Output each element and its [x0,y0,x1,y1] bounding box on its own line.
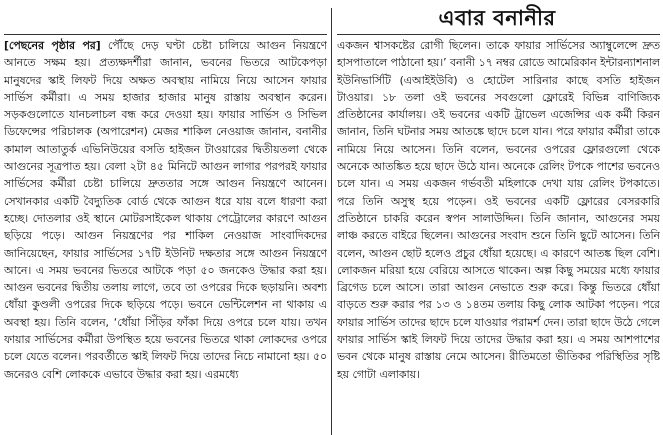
article-headline: এবার বনানীর [438,6,556,30]
continuation-tag: [পেছনের পৃষ্ঠার পর] [4,39,101,52]
left-paragraph [4,37,327,383]
right-body-text: একজন শ্বাসকষ্টের রোগী ছিলেন। তাকে ফায়ার সার্ভিসের অ্যাম্বুলেন্সে দ্রুত হাসপাতালে পাঠানো হয়।’ বনানী ১৭ নম্বর রোডে আমেরিকান ইন্টারন্যাশনাল ইউনিভার্সিটি (এআইইউবি) ও হোটেল সারিনার কাছে বসতি হাইজন টাওয়ার। ১৮ তলা ওই ভবনের সবগুলো ফ্লোরেই বিভিন্ন বাণিজ্যিক প্রতিষ্ঠানের কার্যালয়। ওই ভবনের একটি ট্রাভেল এজেন্সির এক কর্মী কিরন জানান, তিনি ঘটনার সময় আতঙ্কে ছাদে চলে যান। পরে ফায়ার কর্মীরা তাকে নামিয়ে নিয়ে আসেন। তিনি বলেন, ভবনের ওপরের ফ্লোরগুলো থেকে অনেকে আতঙ্কিত হয়ে ছাদে উঠে যান। অনেকে রেলিং টপকে পাশের ভবনেও চলে যান। এ সময় একজন গর্ভবতী মহিলাকে দেখা যায় রেলিং টপকাতে। পরে তিনি অসুস্থ হয়ে পড়েন। ওই ভবনের একটি ফ্লোরের বেসরকারি প্রতিষ্ঠানে চাকরি করেন স্বপন সালাউদ্দিন। তিনি জানান, আগুনের সময় লাঞ্চ করতে বাইরে ছিলেন। আগুনের সংবাদ শুনে তিনি ছুটে আসেন। তিনি বলেন, আগুন ছোট হলেও প্রচুর ধোঁয়া হয়েছে। এ কারণে আতঙ্ক ছিল বেশি। লোকজন মরিয়া হয়ে বেরিয়ে আসতে থাকেন। অল্প কিছু সময়ের মধ্যে ফায়ার ব্রিগেড চলে আসে। তারা আগুন নেভাতে শুরু করে। কিন্তু ভিতরে ধোঁয়া বাড়তে শুরু করার পর ১৩ ও ১৪তম তলায় কিছু লোক আটকা পড়েন। পরে ফায়ার সার্ভিস তাদের ছাদে চলে যাওয়ার পরামর্শ দেন। তারা ছাদে উঠে গেলে ফায়ার সার্ভিস স্কাই লিফট দিয়ে তাদের উদ্ধার করা হয়। এ সময় আশপাশের ভবন থেকে মানুষ রাস্তায় নেমে আসেন। রীতিমতো ভীতিকর পরিস্থিতির সৃষ্টি হয় গোটা এলাকায়। [337,39,660,381]
left-top-rule [4,34,327,35]
left-body-text: পৌঁছে দেড় ঘণ্টা চেষ্টা চালিয়ে আগুন নিয়ন্ত্রণে আনতে সক্ষম হয়। প্রত্যক্ষদর্শীরা জানান, ভবনের ভিতরে আটকেপড়া মানুষদের স্কাই লিফট দিয়ে অক্ষত অবস্থায় নামিয়ে নিয়ে আসেন ফায়ার সার্ভিস কর্মীরা। এ সময় হাজার হাজার মানুষ রাস্তায় অবস্থান করেন। সড়কগুলোতে যানচলাচল বন্ধ করে দেওয়া হয়। ফায়ার সার্ভিস ও সিভিল ডিফেন্সের পরিচালক (অপারেশন) মেজর শাকিল নেওয়াজ জানান, বনানীর কামাল আতাতুর্ক এভিনিউয়ের বসতি হাইজন টাওয়ারের দ্বিতীয়তলা থেকে আগুনের সূত্রপাত হয়। বেলা ২টা ৪৫ মিনিটে আগুন লাগার পরপরই ফায়ার সার্ভিসের কর্মীরা চেষ্টা চালিয়ে দ্রুততার সঙ্গে আগুন নিয়ন্ত্রণে আনেন। সেখানকার একটি বৈদ্যুতিক বোর্ড থেকে আগুন ধরে যায় বলে ধারণা করা হচ্ছে। দোতলার ওই স্থানে মোটরসাইকেল থাকায় পেট্রোলের কারণে আগুন ছড়িয়ে পড়ে। আগুন নিয়ন্ত্রণের পর শাকিল নেওয়াজ সাংবাদিকদের জানিয়েছেন, ফায়ার সার্ভিসের ১৭টি ইউনিট দক্ষতার সঙ্গে আগুন নিয়ন্ত্রণে আনে। এ সময় ভবনের ভিতরে আটকে পড়া ৫০ জনকেও উদ্ধার করা হয়। আগুন ভবনের দ্বিতীয় তলায় লাগে, তবে তা ওপরের দিকে ছড়ায়নি। অবশ্য ধোঁয়া কুণ্ডলী ওপরের দিকে ছড়িয়ে পড়ে। ভবনে ভেন্টিলেশন না থাকায় এ অবস্থা হয়। তিনি বলেন, ‘ধোঁয়া সিঁড়ির ফাঁকা দিয়ে ওপরে চলে যায়। তখন ফায়ার সার্ভিসের কর্মীরা উপস্থিত হয়ে ভবনের ভিতরে থাকা লোকদের ওপরে চলে যেতে বলেন। পরবর্তীতে স্কাই লিফট দিয়ে তাদের নিচে নামানো হয়। ৫০ জনেরও বেশি লোককে এভাবে উদ্ধার করা হয়। এরমধ্যে [4,39,327,381]
right-column [337,37,660,435]
column-divider [331,8,332,435]
left-column [4,37,327,435]
